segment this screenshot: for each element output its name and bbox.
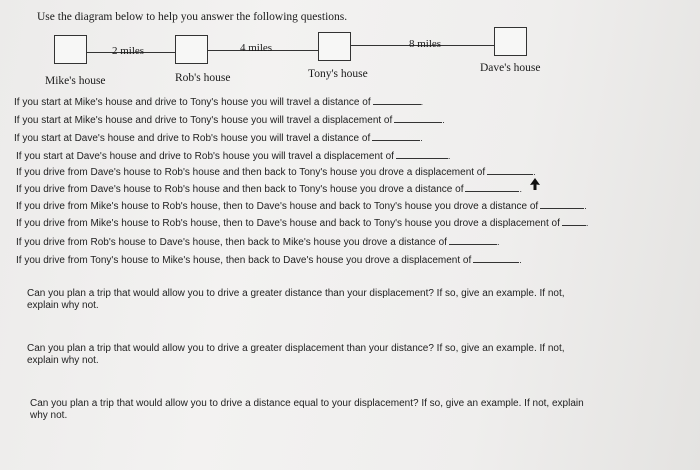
question-item: If you drive from Dave's house to Rob's house and then back to Tony's house you drove a displacement of . bbox=[16, 167, 536, 178]
house-label-dave: Dave's house bbox=[480, 62, 541, 74]
question-item: If you drive from Dave's house to Rob's house and then back to Tony's house you drove a distance of . bbox=[16, 184, 522, 195]
house-label-mike: Mike's house bbox=[45, 75, 106, 87]
answer-blank[interactable] bbox=[372, 131, 420, 141]
question-item: If you drive from Tony's house to Mike's house, then back to Dave's house you drove a displacement of . bbox=[16, 255, 522, 266]
answer-blank[interactable] bbox=[562, 216, 586, 226]
question-item: If you drive from Mike's house to Rob's house, then to Dave's house and back to Tony's house you drove a displacement of . bbox=[16, 218, 589, 229]
distance-label: 4 miles bbox=[240, 42, 273, 54]
distance-label: 2 miles bbox=[112, 45, 145, 57]
answer-blank[interactable] bbox=[540, 199, 584, 209]
open-question-line: Can you plan a trip that would allow you to drive a greater distance than your displacement? If so, give an example. If not, bbox=[27, 288, 565, 299]
question-item: If you drive from Mike's house to Rob's house, then to Dave's house and back to Tony's house you drove a distance of . bbox=[16, 201, 587, 212]
answer-blank[interactable] bbox=[373, 95, 421, 105]
open-question-line: explain why not. bbox=[27, 300, 99, 311]
question-item: If you drive from Rob's house to Dave's house, then back to Mike's house you drove a distance of . bbox=[16, 237, 500, 248]
dave-house-box bbox=[494, 27, 527, 56]
question-item: If you start at Mike's house and drive to Tony's house you will travel a distance of . bbox=[14, 97, 424, 108]
open-question-line: Can you plan a trip that would allow you to drive a distance equal to your displacement? If so, give an example. If not, explain bbox=[30, 398, 584, 409]
answer-blank[interactable] bbox=[473, 253, 519, 263]
question-item: If you start at Dave's house and drive to Rob's house you will travel a distance of . bbox=[14, 133, 423, 144]
question-text: If you drive from Rob's house to Dave's house, then back to Mike's house you drove a distance of bbox=[16, 237, 447, 248]
cursor-arrow-icon bbox=[529, 177, 541, 191]
open-question bbox=[30, 398, 584, 422]
answer-blank[interactable] bbox=[449, 235, 497, 245]
open-question bbox=[27, 288, 565, 312]
answer-blank[interactable] bbox=[396, 149, 448, 159]
question-item: If you start at Dave's house and drive to Rob's house you will travel a displacement of . bbox=[16, 151, 451, 162]
question-text: If you start at Dave's house and drive to Rob's house you will travel a displacement of bbox=[16, 151, 394, 162]
open-question-line: why not. bbox=[30, 410, 68, 421]
tony-house-box bbox=[318, 32, 351, 61]
mike-house-box bbox=[54, 35, 87, 64]
answer-blank[interactable] bbox=[394, 113, 442, 123]
question-text: If you drive from Dave's house to Rob's house and then back to Tony's house you drove a distance of bbox=[16, 184, 464, 195]
open-question bbox=[27, 343, 565, 367]
question-text: If you drive from Mike's house to Rob's house, then to Dave's house and back to Tony's house you drove a distance of bbox=[16, 201, 539, 212]
question-text: If you start at Dave's house and drive to Rob's house you will travel a distance of bbox=[14, 133, 371, 144]
house-label-tony: Tony's house bbox=[308, 68, 368, 80]
open-question-line: Can you plan a trip that would allow you to drive a greater displacement than your distance? If so, give an example. If not, bbox=[27, 343, 565, 354]
house-label-rob: Rob's house bbox=[175, 72, 231, 84]
rob-house-box bbox=[175, 35, 208, 64]
question-text: If you drive from Tony's house to Mike's house, then back to Dave's house you drove a displacement of bbox=[16, 255, 472, 266]
question-text: If you start at Mike's house and drive to Tony's house you will travel a displacement of bbox=[14, 115, 393, 126]
question-text: If you drive from Dave's house to Rob's house and then back to Tony's house you drove a displacement of bbox=[16, 167, 486, 178]
question-text: If you drive from Mike's house to Rob's house, then to Dave's house and back to Tony's house you drove a displacement of bbox=[16, 218, 560, 229]
intro-text: Use the diagram below to help you answer the following questions. bbox=[37, 11, 348, 23]
answer-blank[interactable] bbox=[465, 182, 519, 192]
answer-blank[interactable] bbox=[487, 165, 533, 175]
open-question-line: explain why not. bbox=[27, 355, 99, 366]
question-text: If you start at Mike's house and drive to Tony's house you will travel a distance of bbox=[14, 97, 371, 108]
question-item: If you start at Mike's house and drive to Tony's house you will travel a displacement of . bbox=[14, 115, 445, 126]
distance-label: 8 miles bbox=[409, 38, 442, 50]
